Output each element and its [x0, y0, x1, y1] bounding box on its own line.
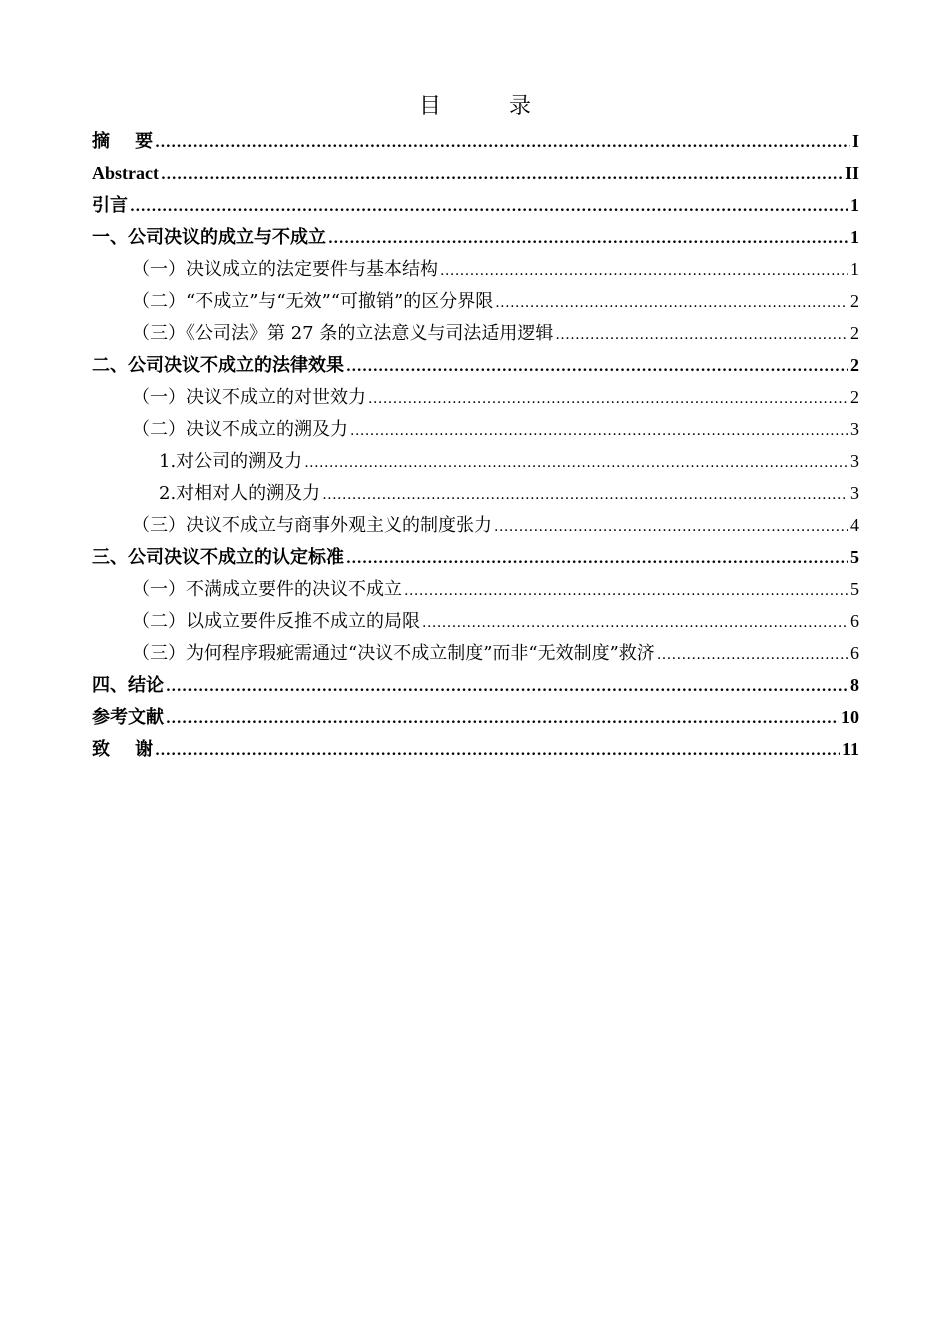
- toc-entry-label: Abstract: [92, 163, 159, 183]
- toc-title: 目 录: [419, 94, 549, 119]
- toc-leader-dots: [350, 414, 848, 447]
- toc-leader-dots: [161, 158, 843, 191]
- toc-entry[interactable]: [92, 381, 859, 413]
- toc-entry-page-number: 2: [850, 291, 859, 311]
- toc-entry-label: 二、公司决议不成立的法律效果: [92, 355, 344, 376]
- toc-leader-dots: [166, 702, 839, 735]
- toc-entry-page-number: 5: [850, 579, 859, 599]
- toc-list: [92, 125, 859, 765]
- toc-leader-dots: [368, 382, 848, 415]
- toc-leader-dots: [404, 574, 848, 607]
- toc-entry[interactable]: [92, 157, 859, 189]
- toc-entry-label: （三）为何程序瑕疵需通过“决议不成立制度”而非“无效制度”救济: [132, 643, 655, 664]
- toc-entry-label: 摘 要: [92, 131, 154, 152]
- toc-entry[interactable]: [92, 669, 859, 701]
- toc-leader-dots: [155, 126, 850, 159]
- toc-entry[interactable]: [92, 317, 859, 349]
- toc-entry[interactable]: [92, 285, 859, 317]
- toc-leader-dots: [346, 542, 848, 575]
- toc-entry-page-number: 10: [841, 707, 859, 727]
- toc-entry-label: 参考文献: [92, 707, 164, 728]
- toc-leader-dots: [657, 638, 848, 671]
- toc-entry-page-number: 1: [850, 227, 859, 247]
- toc-entry[interactable]: [92, 125, 859, 157]
- toc-entry-label: 引言: [92, 195, 128, 216]
- toc-leader-dots: [494, 510, 848, 543]
- toc-entry[interactable]: [92, 733, 859, 765]
- toc-entry-page-number: 2: [850, 323, 859, 343]
- toc-entry[interactable]: [92, 605, 859, 637]
- toc-entry-page-number: 6: [850, 611, 859, 631]
- toc-leader-dots: [130, 190, 848, 223]
- toc-entry-label: 1.对公司的溯及力: [159, 451, 303, 472]
- toc-entry-label: （一）决议不成立的对世效力: [132, 387, 366, 408]
- toc-entry-label: 2.对相对人的溯及力: [159, 483, 321, 504]
- toc-entry-page-number: 1: [850, 195, 859, 215]
- toc-entry[interactable]: [92, 349, 859, 381]
- toc-entry-page-number: II: [844, 163, 859, 183]
- toc-entry-label: 一、公司决议的成立与不成立: [92, 227, 326, 248]
- toc-entry[interactable]: [92, 253, 859, 285]
- toc-entry[interactable]: [92, 445, 859, 477]
- toc-leader-dots: [495, 286, 848, 319]
- toc-leader-dots: [322, 478, 848, 511]
- toc-entry[interactable]: [92, 701, 859, 733]
- toc-leader-dots: [155, 734, 840, 767]
- toc-leader-dots: [328, 222, 848, 255]
- toc-entry-label: （一）决议成立的法定要件与基本结构: [132, 259, 438, 280]
- toc-entry[interactable]: [92, 637, 859, 669]
- toc-entry-page-number: 6: [850, 643, 859, 663]
- toc-entry-label: （二）“不成立”与“无效”“可撤销”的区分界限: [132, 291, 494, 312]
- toc-leader-dots: [440, 254, 848, 287]
- toc-entry[interactable]: [92, 541, 859, 573]
- toc-leader-dots: [304, 446, 848, 479]
- toc-entry-page-number: I: [851, 131, 859, 151]
- toc-entry-page-number: 8: [850, 675, 859, 695]
- toc-entry-label: 致 谢: [92, 739, 154, 760]
- toc-entry-label: （三）决议不成立与商事外观主义的制度张力: [132, 515, 492, 536]
- toc-entry-label: 四、结论: [92, 675, 164, 696]
- toc-entry-label: （三）《公司法》第 27 条的立法意义与司法适用逻辑: [132, 323, 554, 344]
- toc-leader-dots: [422, 606, 848, 639]
- toc-leader-dots: [166, 670, 848, 703]
- toc-entry-label: （二）以成立要件反推不成立的局限: [132, 611, 420, 632]
- toc-entry-label: （二）决议不成立的溯及力: [132, 419, 348, 440]
- toc-entry-page-number: 4: [850, 515, 859, 535]
- toc-entry-page-number: 1: [850, 259, 859, 279]
- toc-entry[interactable]: [92, 413, 859, 445]
- toc-leader-dots: [555, 318, 848, 351]
- toc-entry-label: （一）不满成立要件的决议不成立: [132, 579, 402, 600]
- toc-entry-page-number: 3: [850, 419, 859, 439]
- toc-entry-page-number: 11: [841, 739, 859, 759]
- toc-entry-label: 三、公司决议不成立的认定标准: [92, 547, 344, 568]
- toc-entry-page-number: 5: [850, 547, 859, 567]
- toc-entry-page-number: 3: [850, 451, 859, 471]
- toc-entry[interactable]: [92, 189, 859, 221]
- toc-leader-dots: [346, 350, 848, 383]
- toc-entry[interactable]: [92, 477, 859, 509]
- toc-entry[interactable]: [92, 573, 859, 605]
- toc-entry-page-number: 3: [850, 483, 859, 503]
- toc-entry-page-number: 2: [850, 387, 859, 407]
- toc-entry[interactable]: [92, 221, 859, 253]
- toc-entry-page-number: 2: [850, 355, 859, 375]
- toc-entry[interactable]: [92, 509, 859, 541]
